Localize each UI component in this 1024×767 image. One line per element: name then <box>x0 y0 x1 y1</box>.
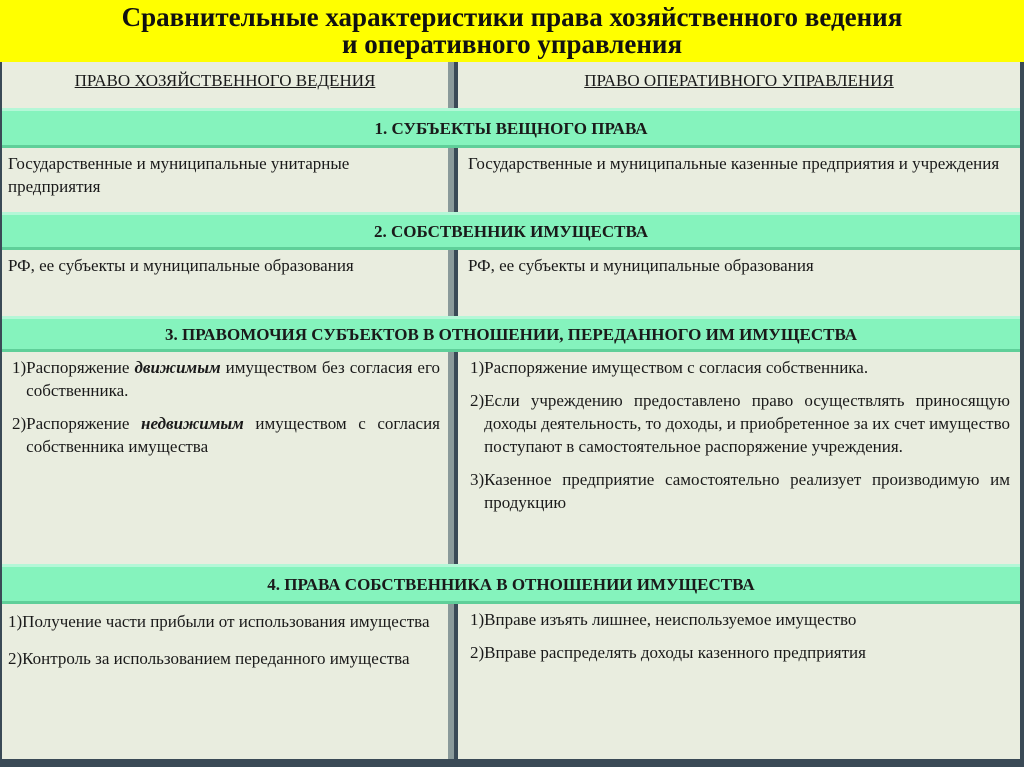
item-emphasis: движимым <box>134 358 221 377</box>
list-item <box>470 641 1012 664</box>
item-text-part: имуществом без согласия его собственника. <box>26 358 440 400</box>
cell-text: РФ, ее субъекты и муниципальные образования <box>8 256 354 275</box>
section-heading: 4. ПРАВА СОБСТВЕННИКА В ОТНОШЕНИИ ИМУЩЕСТВА <box>2 564 1020 604</box>
section-cell-right <box>458 250 1020 316</box>
title-line-1: Сравнительные характеристики права хозяйственного ведения <box>121 2 903 32</box>
cell-text: РФ, ее субъекты и муниципальные образования <box>468 256 814 275</box>
item-number: 2) <box>8 649 23 668</box>
item-list <box>2 604 448 670</box>
section-heading-row <box>0 564 1024 604</box>
title-line-2: и оперативного управления <box>341 29 683 59</box>
item-text: Вправе изъять лишнее, неиспользуемое имущество <box>484 610 857 629</box>
item-number: 3) <box>470 470 485 489</box>
list-item <box>12 412 440 458</box>
item-text: Контроль за использованием переданного имущества <box>22 649 410 668</box>
list-item <box>12 356 440 402</box>
section-content-row <box>0 352 1024 564</box>
item-number: 1) <box>8 612 23 631</box>
item-number: 2) <box>470 391 485 410</box>
item-text: Если учреждению предоставлено право осуществлять приносящую доходы деятельность, то доходы, и приобретенное за их счет имущество поступают в самостоятельное распоряжение учреждения. <box>484 391 1010 456</box>
list-item <box>8 647 440 670</box>
item-list <box>458 604 1020 664</box>
item-text-part: имуществом с согласия собственника имущества <box>26 414 440 456</box>
item-number: 2) <box>12 414 27 433</box>
section-content-row <box>0 604 1024 759</box>
section-heading-row <box>0 212 1024 250</box>
column-header-row <box>0 62 1024 108</box>
item-number: 2) <box>470 643 485 662</box>
cell-text: Государственные и муниципальные унитарные предприятия <box>8 154 350 196</box>
item-text-part: Распоряжение <box>26 414 142 433</box>
section-heading: 3. ПРАВОМОЧИЯ СУБЪЕКТОВ В ОТНОШЕНИИ, ПЕРЕДАННОГО ИМ ИМУЩЕСТВА <box>2 316 1020 352</box>
cell-text: Государственные и муниципальные казенные предприятия и учреждения <box>468 154 1000 173</box>
item-text: Получение части прибыли от использования имущества <box>22 612 430 631</box>
column-header-left: ПРАВО ХОЗЯЙСТВЕННОГО ВЕДЕНИЯ <box>2 62 454 108</box>
section-content-row <box>0 148 1024 212</box>
section-heading-row <box>0 108 1024 148</box>
section-content-row <box>0 250 1024 316</box>
section-cell-left <box>2 148 454 212</box>
list-item <box>470 356 1010 379</box>
item-text: Казенное предприятие самостоятельно реализует производимую им продукцию <box>484 470 1010 512</box>
section-cell-right <box>458 352 1020 564</box>
list-item <box>470 468 1010 514</box>
list-item <box>8 610 440 633</box>
item-list <box>2 352 448 458</box>
item-number: 1) <box>12 358 27 377</box>
section-heading-row <box>0 316 1024 352</box>
section-heading: 2. СОБСТВЕННИК ИМУЩЕСТВА <box>2 212 1020 250</box>
item-text: Вправе распределять доходы казенного предприятия <box>484 643 866 662</box>
list-item <box>470 608 1012 631</box>
slide-title <box>0 0 1024 62</box>
section-cell-right <box>458 604 1020 759</box>
item-number: 1) <box>470 358 485 377</box>
section-cell-left <box>2 250 454 316</box>
item-emphasis: недвижимым <box>141 414 244 433</box>
section-cell-right <box>458 148 1020 212</box>
item-text <box>26 356 440 402</box>
item-text-part: Распоряжение <box>26 358 135 377</box>
section-cell-left <box>2 604 454 759</box>
item-text: Распоряжение имуществом с согласия собственника. <box>484 358 869 377</box>
item-text <box>26 412 440 458</box>
item-number: 1) <box>470 610 485 629</box>
section-cell-left <box>2 352 454 564</box>
list-item <box>470 389 1010 458</box>
item-list <box>458 352 1020 514</box>
column-header-right: ПРАВО ОПЕРАТИВНОГО УПРАВЛЕНИЯ <box>458 62 1020 108</box>
section-heading: 1. СУБЪЕКТЫ ВЕЩНОГО ПРАВА <box>2 108 1020 148</box>
